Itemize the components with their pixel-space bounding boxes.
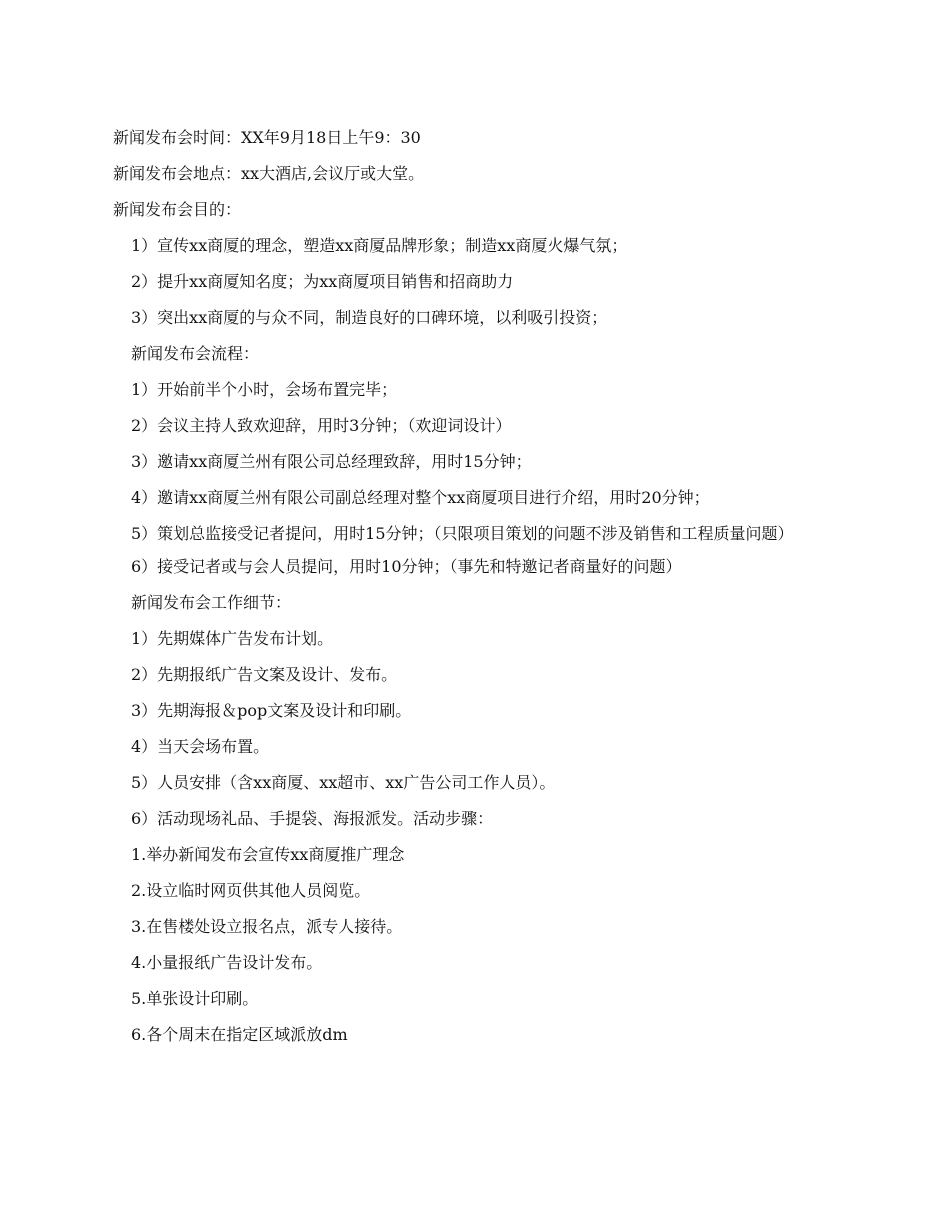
step-item-3: 3.在售楼处设立报名点，派专人接待。 xyxy=(131,917,403,936)
process-item-6: 6）接受记者或与会人员提问，用时10分钟；（事先和特邀记者商量好的问题） xyxy=(131,557,682,576)
purpose-item-3: 3）突出xx商厦的与众不同，制造良好的口碑环境，以利吸引投资； xyxy=(131,308,608,327)
detail-item-3: 3）先期海报＆pop文案及设计和印刷。 xyxy=(131,701,412,720)
work-details-heading: 新闻发布会工作细节： xyxy=(131,593,292,612)
detail-item-5: 5）人员安排（含xx商厦、xx超市、xx广告公司工作人员）。 xyxy=(131,773,556,792)
step-item-2: 2.设立临时网页供其他人员阅览。 xyxy=(131,881,371,900)
press-location-line: 新闻发布会地点：xx大酒店,会议厅或大堂。 xyxy=(113,164,425,183)
process-item-2: 2）会议主持人致欢迎辞，用时3分钟；（欢迎词设计） xyxy=(131,416,512,435)
process-item-4: 4）邀请xx商厦兰州有限公司副总经理对整个xx商厦项目进行介绍，用时20分钟； xyxy=(131,488,710,507)
press-purpose-heading: 新闻发布会目的： xyxy=(113,200,242,219)
detail-item-6: 6）活动现场礼品、手提袋、海报派发。活动步骤： xyxy=(131,809,494,828)
purpose-item-2: 2）提升xx商厦知名度；为xx商厦项目销售和招商助力 xyxy=(131,272,514,291)
detail-item-2: 2）先期报纸广告文案及设计、发布。 xyxy=(131,665,398,684)
process-item-1: 1）开始前半个小时，会场布置完毕； xyxy=(131,380,398,399)
step-item-5: 5.单张设计印刷。 xyxy=(131,989,259,1008)
purpose-item-1: 1）宣传xx商厦的理念，塑造xx商厦品牌形象；制造xx商厦火爆气氛； xyxy=(131,236,628,255)
detail-item-4: 4）当天会场布置。 xyxy=(131,737,270,756)
press-time-line: 新闻发布会时间：XX年9月18日上午9：30 xyxy=(113,128,421,147)
step-item-6: 6.各个周末在指定区域派放dm xyxy=(131,1025,348,1044)
process-item-5: 5）策划总监接受记者提问，用时15分钟；（只限项目策划的问题不涉及销售和工程质量问题） xyxy=(131,524,794,543)
detail-item-1: 1）先期媒体广告发布计划。 xyxy=(131,629,334,648)
step-item-1: 1.举办新闻发布会宣传xx商厦推广理念 xyxy=(131,845,405,864)
press-process-heading: 新闻发布会流程： xyxy=(131,344,260,363)
document-body xyxy=(113,124,828,1057)
step-item-4: 4.小量报纸广告设计发布。 xyxy=(131,953,323,972)
process-item-3: 3）邀请xx商厦兰州有限公司总经理致辞，用时15分钟； xyxy=(131,452,532,471)
